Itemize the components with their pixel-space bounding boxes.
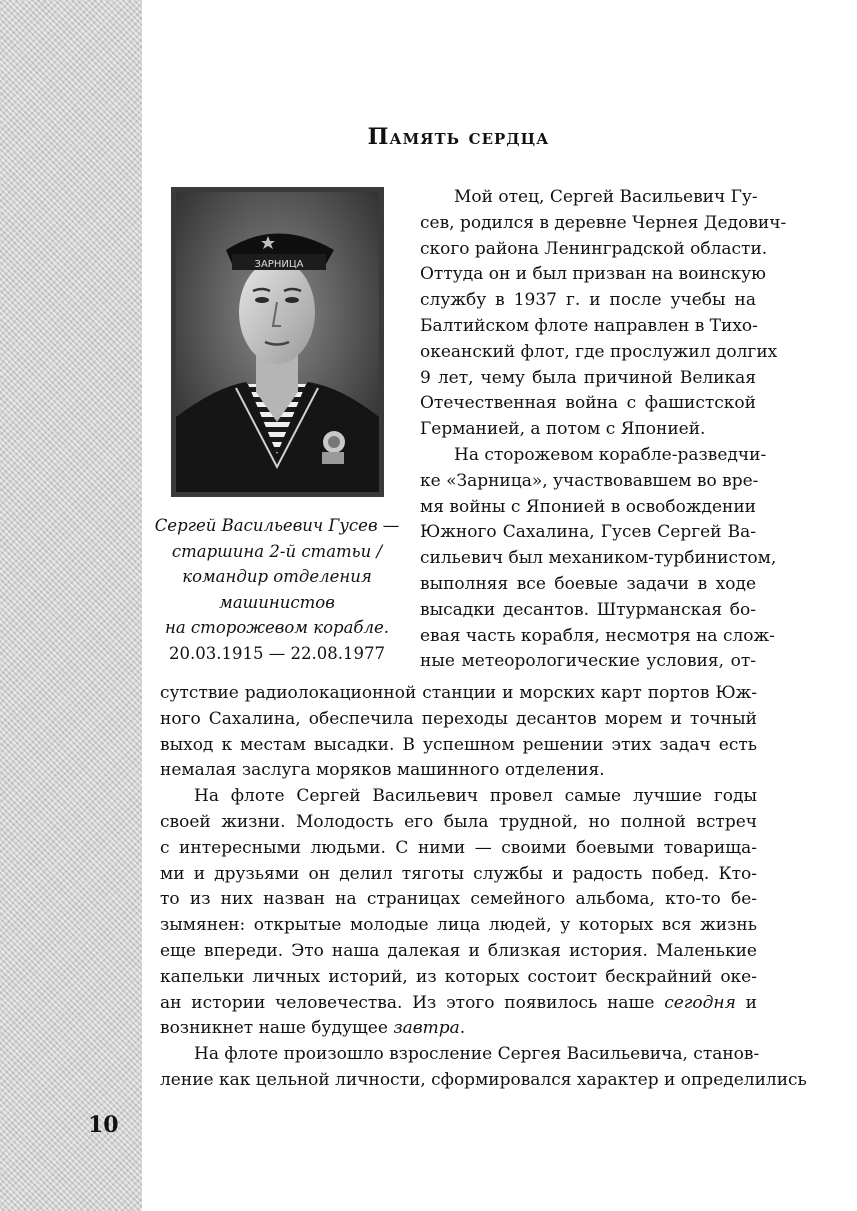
text-line: На флоте произошло взросление Сергея Васильевича, станов-	[194, 1044, 760, 1065]
text-line: службу в 1937 г. и после учебы на	[420, 290, 756, 311]
text-line: евая часть корабля, несмотря на слож-	[420, 625, 775, 646]
text-line: еще впереди. Это наша далекая и близкая история. Маленькие	[160, 940, 757, 961]
portrait-photo-frame	[171, 187, 384, 497]
text-line: капельки личных историй, из которых состоит бескрайний оке-	[160, 966, 757, 987]
text-line-mixed	[160, 991, 757, 1017]
caption-line: старшина 2-й статьи /	[171, 541, 383, 561]
text-line: сутствие радиолокационной станции и морских карт портов Юж-	[160, 683, 757, 703]
text-line: океанский флот, где прослужил долгих	[420, 341, 778, 362]
text-line: сев, родился в деревне Чернея Дедович-	[420, 212, 787, 233]
text-line: ми и друзьями он делил тяготы службы и радость побед. Кто-	[160, 863, 757, 884]
body-text-full-width	[160, 681, 807, 1094]
page-title: Память сердца	[367, 124, 550, 150]
portrait-photo	[176, 192, 379, 492]
photo-caption	[152, 513, 402, 666]
cap-band-text: ЗАРНИЦА	[254, 259, 304, 270]
text-line: мя войны с Японией в освобождении	[420, 496, 756, 517]
text-run: возникнет наше будущее	[160, 1018, 394, 1039]
text-line: Отечественная война с фашистской	[420, 393, 756, 414]
caption-line: Сергей Васильевич Гусев —	[154, 516, 400, 535]
decorative-side-strip	[0, 0, 142, 1211]
text-line: выполняя все боевые задачи в ходе	[420, 573, 756, 594]
text-run: ан истории человечества. Из этого появилось наше	[160, 992, 665, 1013]
text-line: На флоте Сергей Васильевич провел самые лучшие годы	[194, 786, 757, 807]
text-line: немалая заслуга моряков машинного отделения.	[160, 760, 605, 781]
page-number: 10	[88, 1112, 119, 1138]
caption-line: командир отделения	[182, 567, 372, 586]
text-line: своей жизни. Молодость его была трудной, но полной встреч	[160, 811, 757, 832]
caption-line: машинистов	[219, 592, 335, 612]
emphasis-tomorrow: завтра	[393, 1018, 460, 1039]
caption-dates: 20.03.1915 — 22.08.1977	[169, 643, 385, 663]
text-line: то из них назван на страницах семейного альбома, кто-то бе-	[160, 889, 757, 910]
text-line: ке «Зарница», участвовавшем во вре-	[420, 470, 759, 491]
text-line: с интересными людьми. С ними — своими боевыми товарища-	[160, 837, 757, 858]
text-line: ные метеорологические условия, от-	[420, 651, 756, 672]
text-line: Мой отец, Сергей Васильевич Гу-	[454, 187, 758, 207]
text-line: На сторожевом корабле-разведчи-	[454, 444, 767, 465]
text-line: Южного Сахалина, Гусев Сергей Ва-	[420, 522, 756, 543]
text-run: .	[459, 1018, 466, 1039]
text-line: 9 лет, чему была причиной Великая	[420, 367, 756, 388]
caption-line: на сторожевом корабле.	[164, 618, 390, 637]
body-text-right-column	[420, 185, 787, 675]
text-line: выход к местам высадки. В успешном решении этих задач есть	[160, 734, 757, 755]
text-line: Балтийском флоте направлен в Тихо-	[420, 315, 758, 336]
text-line-mixed	[160, 1016, 757, 1042]
text-run: и	[735, 992, 757, 1013]
text-line: высадки десантов. Штурманская бо-	[420, 599, 756, 620]
text-line: Германией, а потом с Японией.	[420, 419, 706, 440]
emphasis-today: сегодня	[664, 992, 736, 1013]
text-line: ного Сахалина, обеспечила переходы десантов морем и точный	[160, 708, 757, 729]
text-line: ского района Ленинградской области.	[420, 238, 768, 259]
text-line: зымянен: открытые молодые лица людей, у которых вся жизнь	[160, 915, 757, 936]
text-line: ление как цельной личности, сформировался характер и определились	[160, 1069, 807, 1090]
text-line: сильевич был механиком-турбинистом,	[420, 548, 777, 569]
text-line: Оттуда он и был призван на воинскую	[420, 264, 766, 285]
